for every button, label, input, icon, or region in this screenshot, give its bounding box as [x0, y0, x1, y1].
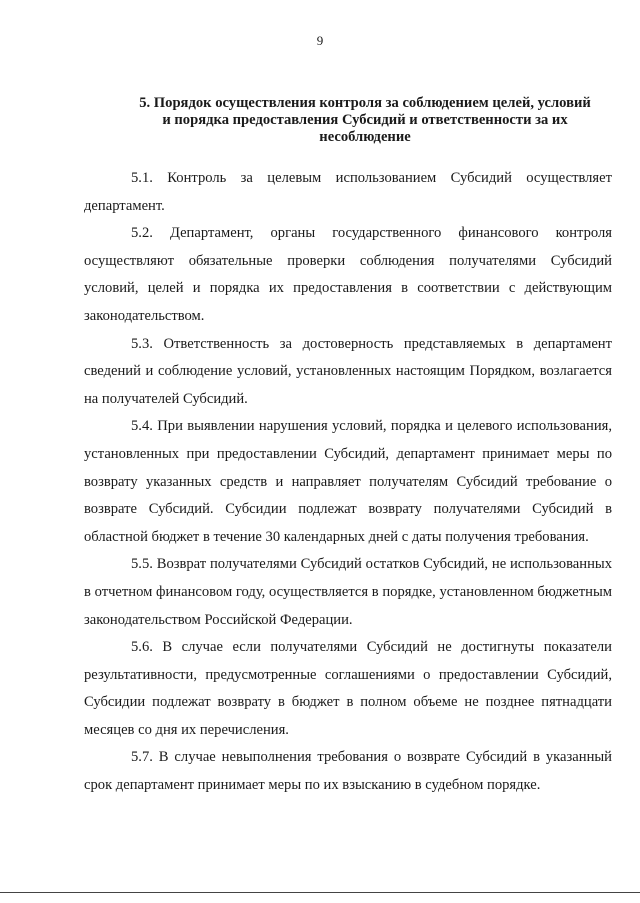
document-body: [84, 165, 612, 800]
paragraph-5-3: 5.3. Ответственность за достоверность представляемых в департамент сведений и соблюдение условий, установленных настоящим Порядком, возлагается на получателей Субсидий.: [84, 335, 612, 407]
page-bottom-rule: [0, 892, 640, 893]
paragraph-5-1: 5.1. Контроль за целевым использованием Субсидий осуществляет департамент.: [84, 170, 612, 214]
paragraph-5-7: 5.7. В случае невыполнения требования о возврате Субсидий в указанный срок департамент принимает меры по их взысканию в судебном порядке.: [84, 749, 612, 794]
paragraph-5-2: 5.2. Департамент, органы государственного финансового контроля осуществляют обязательные проверки соблюдения получателями Субсидий условий, целей и порядка их предоставления в соответствии с действующим законодательством.: [84, 225, 612, 324]
section-title-line-3: несоблюдение: [319, 129, 411, 145]
paragraph-5-4: 5.4. При выявлении нарушения условий, порядка и целевого использования, установленных при предоставлении Субсидий, департамент принимает меры по возврату указанных средств и направляет получателям Субсидий требование о возврате Субсидий. Субсидии подлежат возврату получателями Субсидий в областной бюджет в течение 30 календарных дней с даты получения требования.: [84, 418, 612, 545]
paragraph-5-5: 5.5. Возврат получателями Субсидий остатков Субсидий, не использованных в отчетном финансовом году, осуществляется в порядке, установленном бюджетным законодательством Российской Федерации.: [84, 556, 612, 628]
paragraph-5-6: 5.6. В случае если получателями Субсидий не достигнуты показатели результативности, предусмотренные соглашениями о предоставлении Субсидий, Субсидии подлежат возврату в бюджет в полном объеме не позднее пятнадцати месяцев со дня их перечисления.: [84, 639, 612, 738]
section-title-line-1: 5. Порядок осуществления контроля за соблюдением целей, условий: [139, 95, 591, 111]
page-number: 9: [316, 33, 324, 48]
section-title: [120, 95, 610, 146]
section-title-line-2: и порядка предоставления Субсидий и ответственности за их: [162, 112, 568, 128]
